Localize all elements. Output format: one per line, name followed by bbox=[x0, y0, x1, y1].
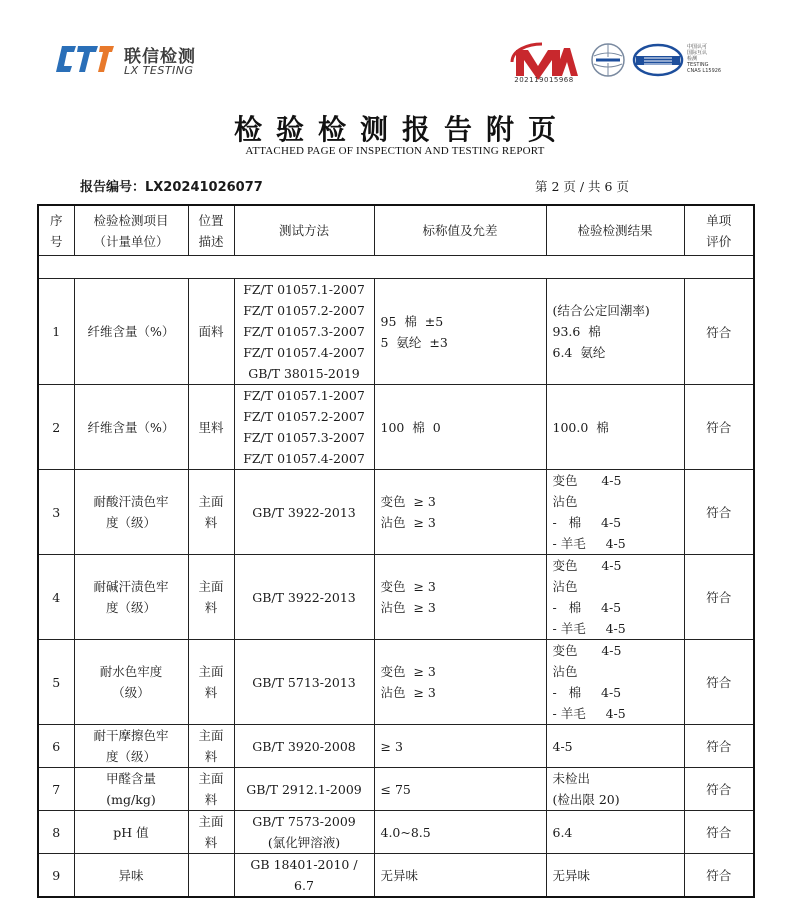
table-row bbox=[38, 854, 754, 898]
table-row bbox=[38, 725, 754, 768]
row-standard: 变色 ≥ 3 沾色 ≥ 3 bbox=[374, 470, 546, 555]
row-method: GB 18401-2010 / 6.7 bbox=[234, 854, 374, 898]
row-evaluation: 符合 bbox=[684, 470, 754, 555]
row-method: GB/T 5713-2013 bbox=[234, 640, 374, 725]
header-logos bbox=[0, 0, 790, 100]
row-evaluation: 符合 bbox=[684, 725, 754, 768]
header-method: 测试方法 bbox=[234, 205, 374, 256]
row-item: 耐酸汗渍色牢 度（级） bbox=[74, 470, 188, 555]
row-item: pH 值 bbox=[74, 811, 188, 854]
row-result: 6.4 bbox=[546, 811, 684, 854]
row-position: 主面 料 bbox=[188, 640, 234, 725]
row-position bbox=[188, 854, 234, 898]
row-method: GB/T 3920-2008 bbox=[234, 725, 374, 768]
row-result: 4-5 bbox=[546, 725, 684, 768]
certification-logos bbox=[508, 38, 748, 88]
ilac-mra-icon bbox=[588, 42, 628, 78]
row-seq: 4 bbox=[38, 555, 74, 640]
row-item: 异味 bbox=[74, 854, 188, 898]
row-item: 耐碱汗渍色牢 度（级） bbox=[74, 555, 188, 640]
cnas-logo-icon bbox=[632, 42, 684, 78]
row-evaluation: 符合 bbox=[684, 854, 754, 898]
row-standard: 变色 ≥ 3 沾色 ≥ 3 bbox=[374, 555, 546, 640]
report-title-en: ATTACHED PAGE OF INSPECTION AND TESTING REPORT bbox=[245, 145, 545, 157]
row-seq: 1 bbox=[38, 279, 74, 385]
row-result: 100.0 棉 bbox=[546, 385, 684, 470]
row-standard: ≤ 75 bbox=[374, 768, 546, 811]
row-standard: 无异味 bbox=[374, 854, 546, 898]
header-position: 位置 描述 bbox=[188, 205, 234, 256]
row-method: GB/T 3922-2013 bbox=[234, 470, 374, 555]
row-result: 变色 4-5 沾色 - 棉 4-5 - 羊毛 4-5 bbox=[546, 470, 684, 555]
row-item: 纤维含量（%） bbox=[74, 279, 188, 385]
row-evaluation: 符合 bbox=[684, 640, 754, 725]
table-header-row bbox=[38, 205, 754, 256]
row-item: 耐水色牢度 （级） bbox=[74, 640, 188, 725]
row-seq: 2 bbox=[38, 385, 74, 470]
header-result: 检验检测结果 bbox=[546, 205, 684, 256]
table-row bbox=[38, 640, 754, 725]
table-row bbox=[38, 811, 754, 854]
row-position: 主面 料 bbox=[188, 725, 234, 768]
table-spacer-row bbox=[38, 256, 754, 279]
lab-name-en: LX TESTING bbox=[124, 64, 194, 77]
row-position: 里料 bbox=[188, 385, 234, 470]
row-method: FZ/T 01057.1-2007 FZ/T 01057.2-2007 FZ/T 01057.3-2007 FZ/T 01057.4-2007 GB/T 38015-2019 bbox=[234, 279, 374, 385]
row-result: 变色 4-5 沾色 - 棉 4-5 - 羊毛 4-5 bbox=[546, 640, 684, 725]
row-evaluation: 符合 bbox=[684, 768, 754, 811]
table-row bbox=[38, 470, 754, 555]
row-seq: 8 bbox=[38, 811, 74, 854]
row-method: GB/T 2912.1-2009 bbox=[234, 768, 374, 811]
lx-logo-mark-icon bbox=[52, 42, 118, 76]
row-position: 主面 料 bbox=[188, 768, 234, 811]
row-result: 变色 4-5 沾色 - 棉 4-5 - 羊毛 4-5 bbox=[546, 555, 684, 640]
row-position: 面料 bbox=[188, 279, 234, 385]
row-item: 纤维含量（%） bbox=[74, 385, 188, 470]
row-standard: 4.0~8.5 bbox=[374, 811, 546, 854]
header-item: 检验检测项目 （计量单位） bbox=[74, 205, 188, 256]
cnas-accreditation-text: 中国认可 国际互认 检测 TESTING CNAS L15926 bbox=[687, 44, 722, 74]
row-result: 未检出 (检出限 20) bbox=[546, 768, 684, 811]
header-standard: 标称值及允差 bbox=[374, 205, 546, 256]
row-result: (结合公定回潮率) 93.6 棉 6.4 氨纶 bbox=[546, 279, 684, 385]
row-standard: 变色 ≥ 3 沾色 ≥ 3 bbox=[374, 640, 546, 725]
header-seq: 序 号 bbox=[38, 205, 74, 256]
row-evaluation: 符合 bbox=[684, 811, 754, 854]
row-method: GB/T 7573-2009 (氯化钾溶液) bbox=[234, 811, 374, 854]
lab-name-cn: 联信检测 bbox=[124, 47, 196, 67]
row-position: 主面 料 bbox=[188, 470, 234, 555]
row-position: 主面 料 bbox=[188, 811, 234, 854]
table-row bbox=[38, 279, 754, 385]
table-row bbox=[38, 385, 754, 470]
row-item: 耐干摩擦色牢 度（级） bbox=[74, 725, 188, 768]
row-evaluation: 符合 bbox=[684, 279, 754, 385]
row-method: GB/T 3922-2013 bbox=[234, 555, 374, 640]
test-results-table bbox=[37, 204, 755, 898]
row-seq: 3 bbox=[38, 470, 74, 555]
row-method: FZ/T 01057.1-2007 FZ/T 01057.2-2007 FZ/T 01057.3-2007 FZ/T 01057.4-2007 bbox=[234, 385, 374, 470]
row-standard: ≥ 3 bbox=[374, 725, 546, 768]
table-row bbox=[38, 555, 754, 640]
report-title-cn: 检验检测报告附页 bbox=[233, 113, 570, 146]
row-position: 主面 料 bbox=[188, 555, 234, 640]
table-row bbox=[38, 768, 754, 811]
row-seq: 5 bbox=[38, 640, 74, 725]
row-item: 甲醛含量 (mg/kg) bbox=[74, 768, 188, 811]
row-standard: 100 棉 0 bbox=[374, 385, 546, 470]
row-standard: 95 棉 ±5 5 氨纶 ±3 bbox=[374, 279, 546, 385]
cma-number: 202119015968 bbox=[514, 76, 574, 84]
row-evaluation: 符合 bbox=[684, 385, 754, 470]
row-seq: 9 bbox=[38, 854, 74, 898]
row-seq: 7 bbox=[38, 768, 74, 811]
header-evaluation: 单项 评价 bbox=[684, 205, 754, 256]
row-seq: 6 bbox=[38, 725, 74, 768]
row-evaluation: 符合 bbox=[684, 555, 754, 640]
page-info: 第 2 页 / 共 6 页 bbox=[535, 179, 629, 194]
row-result: 无异味 bbox=[546, 854, 684, 898]
report-number: 报告编号：LX20241026077 bbox=[80, 180, 263, 195]
